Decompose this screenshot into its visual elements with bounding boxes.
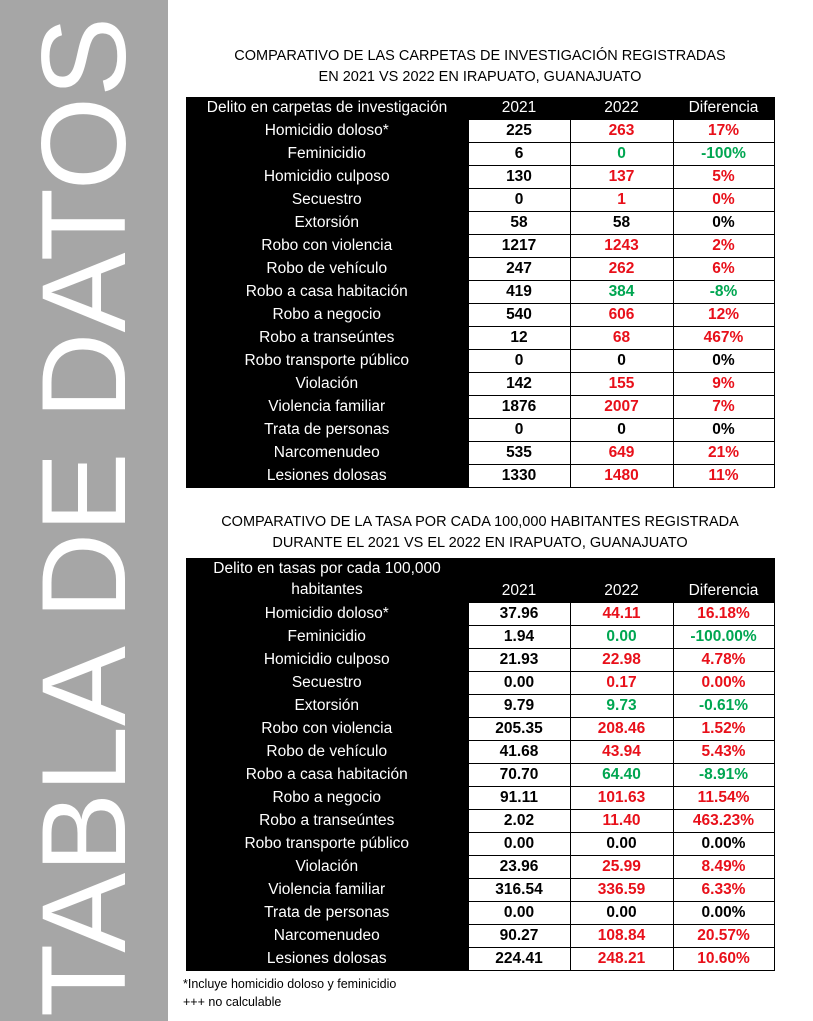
- header-2022: 2022: [570, 558, 673, 602]
- value-2022: 0.00: [570, 625, 673, 648]
- value-diferencia: 5.43%: [673, 740, 774, 763]
- value-2022: 248.21: [570, 947, 673, 970]
- value-diferencia: 12%: [673, 304, 774, 327]
- row-label: Narcomenudeo: [186, 442, 468, 465]
- value-2021: 2.02: [468, 809, 570, 832]
- row-label: Extorsión: [186, 212, 468, 235]
- value-2021: 247: [468, 258, 570, 281]
- row-label: Robo a casa habitación: [186, 763, 468, 786]
- value-2021: 21.93: [468, 648, 570, 671]
- value-2021: 23.96: [468, 855, 570, 878]
- row-label: Robo transporte público: [186, 350, 468, 373]
- table-row: [186, 327, 774, 350]
- header-diferencia: Diferencia: [673, 558, 774, 602]
- value-2022: 208.46: [570, 717, 673, 740]
- footnote-no-calculable: +++ no calculable: [183, 995, 282, 1009]
- table-row: [186, 120, 774, 143]
- row-label: Robo transporte público: [186, 832, 468, 855]
- row-label: Robo a transeúntes: [186, 327, 468, 350]
- value-diferencia: 11.54%: [673, 786, 774, 809]
- value-diferencia: 0%: [673, 419, 774, 442]
- value-diferencia: 6%: [673, 258, 774, 281]
- header-2021: 2021: [468, 558, 570, 602]
- value-diferencia: 17%: [673, 120, 774, 143]
- row-label: Violencia familiar: [186, 396, 468, 419]
- value-2022: 11.40: [570, 809, 673, 832]
- table2-title-line1: COMPARATIVO DE LA TASA POR CADA 100,000 HABITANTES REGISTRADA: [221, 514, 739, 530]
- value-2021: 12: [468, 327, 570, 350]
- value-diferencia: -8%: [673, 281, 774, 304]
- row-label: Trata de personas: [186, 419, 468, 442]
- table-row: [186, 143, 774, 166]
- table-header-row: [186, 558, 774, 602]
- sidebar-title: TABLA DE DATOS: [17, 16, 151, 1018]
- table-row: [186, 235, 774, 258]
- value-2022: 58: [570, 212, 673, 235]
- table-row: [186, 166, 774, 189]
- value-diferencia: 6.33%: [673, 878, 774, 901]
- value-diferencia: 9%: [673, 373, 774, 396]
- value-2021: 6: [468, 143, 570, 166]
- value-2021: 540: [468, 304, 570, 327]
- row-label: Extorsión: [186, 694, 468, 717]
- table-row: [186, 855, 774, 878]
- row-label: Homicidio doloso*: [186, 602, 468, 625]
- table-row: [186, 258, 774, 281]
- carpetas-table: [186, 97, 775, 488]
- table-row: [186, 373, 774, 396]
- value-2021: 130: [468, 166, 570, 189]
- row-label: Lesiones dolosas: [186, 947, 468, 970]
- header-delito: Delito en carpetas de investigación: [186, 97, 468, 120]
- value-2021: 225: [468, 120, 570, 143]
- row-label: Violencia familiar: [186, 878, 468, 901]
- row-label: Lesiones dolosas: [186, 465, 468, 488]
- value-2022: 0.00: [570, 832, 673, 855]
- table-row: [186, 786, 774, 809]
- value-2021: 316.54: [468, 878, 570, 901]
- row-label: Secuestro: [186, 189, 468, 212]
- value-diferencia: 0%: [673, 189, 774, 212]
- table2-title: [186, 512, 774, 554]
- table2-title-line2: DURANTE EL 2021 VS EL 2022 EN IRAPUATO, GUANAJUATO: [272, 535, 688, 551]
- value-2021: 37.96: [468, 602, 570, 625]
- table1-title-line1: COMPARATIVO DE LAS CARPETAS DE INVESTIGACIÓN REGISTRADAS: [234, 48, 726, 64]
- table-row: [186, 602, 774, 625]
- value-2022: 0.17: [570, 671, 673, 694]
- value-2021: 41.68: [468, 740, 570, 763]
- table-row: [186, 717, 774, 740]
- value-2022: 384: [570, 281, 673, 304]
- value-2021: 205.35: [468, 717, 570, 740]
- row-label: Robo a transeúntes: [186, 809, 468, 832]
- value-2022: 25.99: [570, 855, 673, 878]
- header-2021: 2021: [468, 97, 570, 120]
- value-diferencia: -0.61%: [673, 694, 774, 717]
- value-diferencia: 0.00%: [673, 671, 774, 694]
- row-label: Robo a negocio: [186, 304, 468, 327]
- value-diferencia: 5%: [673, 166, 774, 189]
- value-diferencia: 2%: [673, 235, 774, 258]
- value-2021: 0: [468, 189, 570, 212]
- value-diferencia: -8.91%: [673, 763, 774, 786]
- value-diferencia: 0%: [673, 350, 774, 373]
- value-diferencia: 16.18%: [673, 602, 774, 625]
- value-2021: 1217: [468, 235, 570, 258]
- value-diferencia: -100%: [673, 143, 774, 166]
- table-row: [186, 304, 774, 327]
- value-2021: 535: [468, 442, 570, 465]
- row-label: Robo a negocio: [186, 786, 468, 809]
- value-2022: 22.98: [570, 648, 673, 671]
- value-diferencia: 20.57%: [673, 924, 774, 947]
- value-2022: 108.84: [570, 924, 673, 947]
- table-row: [186, 419, 774, 442]
- row-label: Robo de vehículo: [186, 740, 468, 763]
- value-2021: 58: [468, 212, 570, 235]
- table-row: [186, 442, 774, 465]
- value-diferencia: 1.52%: [673, 717, 774, 740]
- value-2021: 0.00: [468, 832, 570, 855]
- value-2021: 1876: [468, 396, 570, 419]
- header-2022: 2022: [570, 97, 673, 120]
- value-2021: 224.41: [468, 947, 570, 970]
- value-diferencia: 21%: [673, 442, 774, 465]
- row-label: Homicidio doloso*: [186, 120, 468, 143]
- value-2022: 0.00: [570, 901, 673, 924]
- table1-title-line2: EN 2021 VS 2022 EN IRAPUATO, GUANAJUATO: [318, 69, 642, 85]
- value-2022: 0: [570, 143, 673, 166]
- value-2022: 68: [570, 327, 673, 350]
- row-label: Feminicidio: [186, 143, 468, 166]
- value-2022: 262: [570, 258, 673, 281]
- table-row: [186, 189, 774, 212]
- value-2022: 2007: [570, 396, 673, 419]
- value-2022: 1480: [570, 465, 673, 488]
- value-2021: 70.70: [468, 763, 570, 786]
- value-diferencia: 4.78%: [673, 648, 774, 671]
- value-2022: 43.94: [570, 740, 673, 763]
- row-label: Narcomenudeo: [186, 924, 468, 947]
- value-diferencia: 11%: [673, 465, 774, 488]
- value-2021: 1330: [468, 465, 570, 488]
- value-2021: 0: [468, 419, 570, 442]
- row-label: Secuestro: [186, 671, 468, 694]
- table-row: [186, 212, 774, 235]
- value-2022: 137: [570, 166, 673, 189]
- value-2022: 606: [570, 304, 673, 327]
- value-2022: 1: [570, 189, 673, 212]
- value-diferencia: 463.23%: [673, 809, 774, 832]
- value-2021: 142: [468, 373, 570, 396]
- table-row: [186, 350, 774, 373]
- table-row: [186, 281, 774, 304]
- header-delito: Delito en tasas por cada 100,000 habitantes: [186, 558, 468, 602]
- row-label: Violación: [186, 855, 468, 878]
- value-diferencia: 8.49%: [673, 855, 774, 878]
- value-2022: 101.63: [570, 786, 673, 809]
- value-2022: 263: [570, 120, 673, 143]
- header-diferencia: Diferencia: [673, 97, 774, 120]
- row-label: Homicidio culposo: [186, 166, 468, 189]
- value-2021: 91.11: [468, 786, 570, 809]
- value-diferencia: 0%: [673, 212, 774, 235]
- table-header-row: [186, 97, 774, 120]
- value-diferencia: 0.00%: [673, 832, 774, 855]
- value-2021: 0.00: [468, 671, 570, 694]
- row-label: Robo a casa habitación: [186, 281, 468, 304]
- value-2021: 0.00: [468, 901, 570, 924]
- value-2022: 1243: [570, 235, 673, 258]
- table-row: [186, 671, 774, 694]
- table-row: [186, 740, 774, 763]
- value-diferencia: 467%: [673, 327, 774, 350]
- table1-title: [186, 46, 774, 88]
- row-label: Trata de personas: [186, 901, 468, 924]
- value-2021: 9.79: [468, 694, 570, 717]
- table-row: [186, 878, 774, 901]
- value-2021: 90.27: [468, 924, 570, 947]
- value-2021: 1.94: [468, 625, 570, 648]
- row-label: Violación: [186, 373, 468, 396]
- table-row: [186, 694, 774, 717]
- value-2021: 0: [468, 350, 570, 373]
- row-label: Robo con violencia: [186, 235, 468, 258]
- value-2021: 419: [468, 281, 570, 304]
- table-row: [186, 648, 774, 671]
- value-diferencia: 10.60%: [673, 947, 774, 970]
- row-label: Homicidio culposo: [186, 648, 468, 671]
- value-diferencia: -100.00%: [673, 625, 774, 648]
- table-row: [186, 924, 774, 947]
- value-2022: 44.11: [570, 602, 673, 625]
- table-row: [186, 809, 774, 832]
- table-row: [186, 763, 774, 786]
- row-label: Feminicidio: [186, 625, 468, 648]
- table-row: [186, 396, 774, 419]
- table-row: [186, 625, 774, 648]
- value-diferencia: 0.00%: [673, 901, 774, 924]
- tasas-table: [186, 558, 775, 971]
- value-diferencia: 7%: [673, 396, 774, 419]
- row-label: Robo de vehículo: [186, 258, 468, 281]
- row-label: Robo con violencia: [186, 717, 468, 740]
- value-2022: 9.73: [570, 694, 673, 717]
- table-row: [186, 465, 774, 488]
- value-2022: 336.59: [570, 878, 673, 901]
- value-2022: 0: [570, 419, 673, 442]
- value-2022: 64.40: [570, 763, 673, 786]
- table-row: [186, 901, 774, 924]
- footnote-homicidio: *Incluye homicidio doloso y feminicidio: [183, 977, 397, 991]
- sidebar-banner: [0, 0, 168, 1021]
- table-row: [186, 947, 774, 970]
- table-row: [186, 832, 774, 855]
- value-2022: 0: [570, 350, 673, 373]
- value-2022: 649: [570, 442, 673, 465]
- value-2022: 155: [570, 373, 673, 396]
